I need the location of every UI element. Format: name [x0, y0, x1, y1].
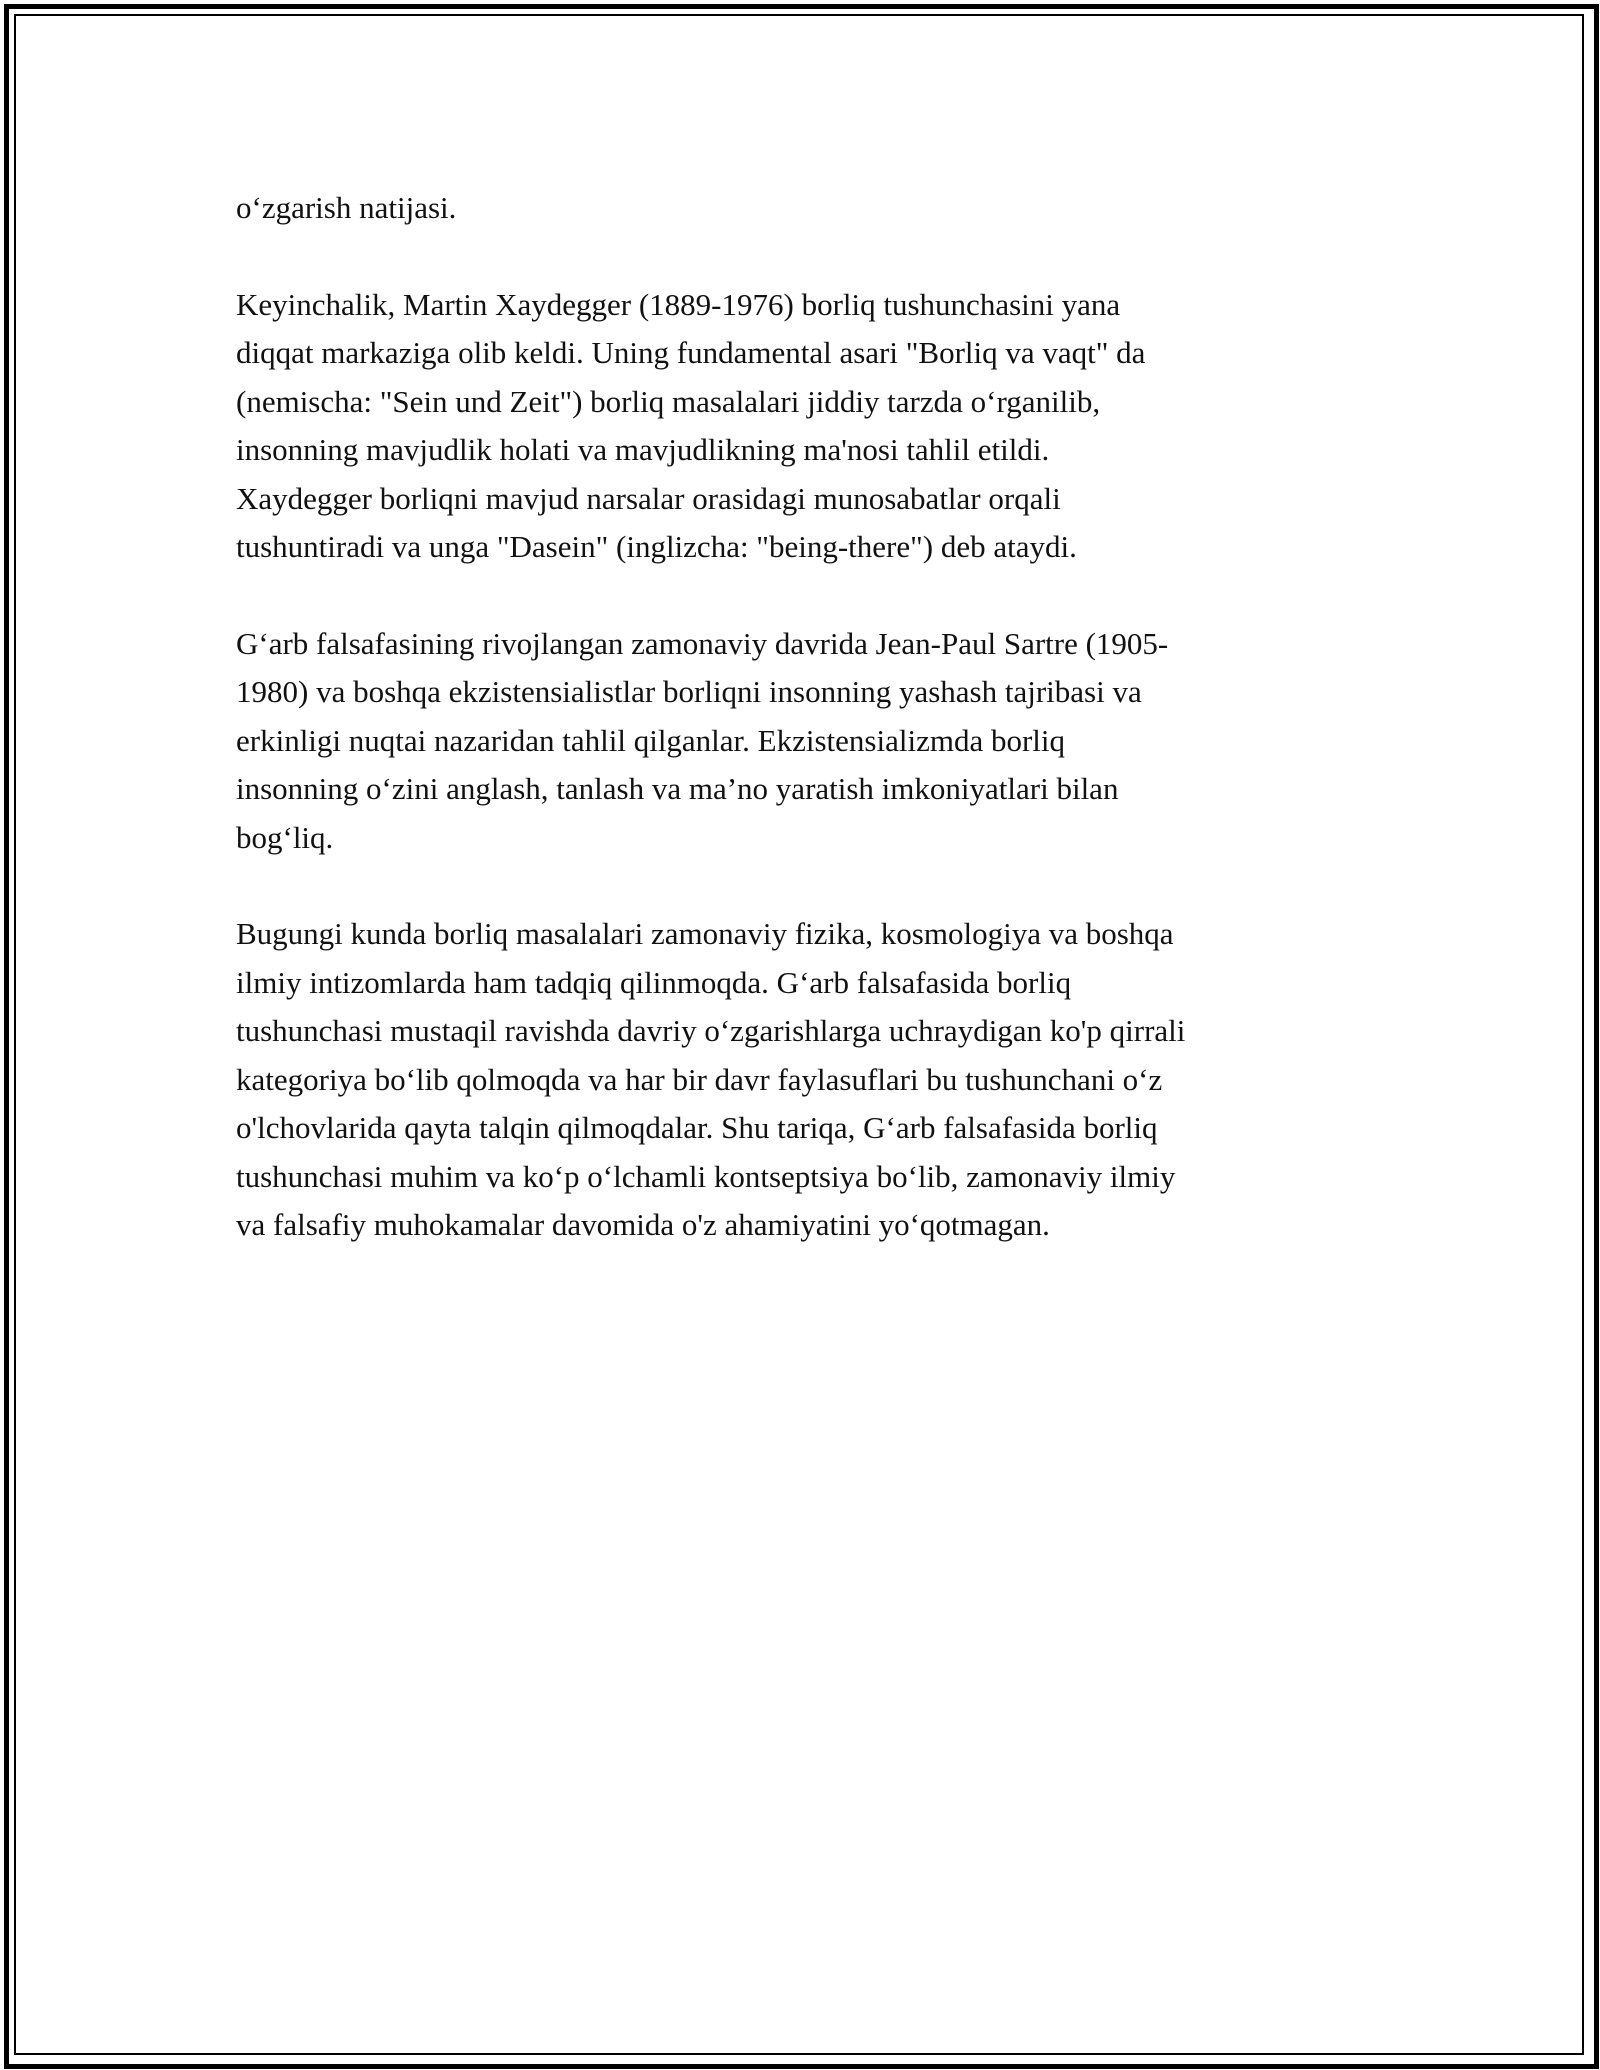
paragraph-4	[236, 910, 1376, 1250]
text-line: insonning mavjudlik holati va mavjudlikning ma'nosi tahlil etildi.	[236, 432, 1050, 467]
text-line: G‘arb falsafasining rivojlangan zamonaviy davrida Jean-Paul Sartre (1905-	[236, 625, 1169, 661]
text-line: Keyinchalik, Martin Xaydegger (1889-1976) borliq tushunchasini yana	[236, 286, 1121, 322]
text-line: va falsafiy muhokamalar davomida o'z ahamiyatini yo‘qotmagan.	[236, 1207, 1050, 1242]
text-line: o‘zgarish natijasi.	[236, 190, 457, 225]
text-line: tushuntiradi va unga "Dasein" (inglizcha: "being-there") deb ataydi.	[236, 529, 1077, 564]
text-line: o'lchovlarida qayta talqin qilmoqdalar. Shu tariqa, G‘arb falsafasida borliq	[236, 1110, 1158, 1145]
text-line: diqqat markaziga olib keldi. Uning fundamental asari "Borliq va vaqt" da	[236, 335, 1146, 370]
text-line: kategoriya bo‘lib qolmoqda va har bir davr faylasuflari bu tushunchani o‘z	[236, 1061, 1163, 1097]
text-line: 1980) va boshqa ekzistensialistlar borliqni insonning yashash tajribasi va	[236, 674, 1142, 709]
text-line: tushunchasi muhim va ko‘p o‘lchamli kontseptsiya bo‘lib, zamonaviy ilmiy	[236, 1158, 1176, 1194]
document-body	[236, 184, 1376, 1298]
text-line: tushunchasi mustaqil ravishda davriy o‘zgarishlarga uchraydigan ko'p qirrali	[236, 1013, 1186, 1048]
text-line: bog‘liq.	[236, 819, 334, 855]
text-line: erkinligi nuqtai nazaridan tahlil qilganlar. Ekzistensializmda borliq	[236, 722, 1066, 758]
paragraph-2	[236, 281, 1376, 572]
text-line: Bugungi kunda borliq masalalari zamonaviy fizika, kosmologiya va boshqa	[236, 916, 1174, 951]
paragraph-3	[236, 620, 1376, 863]
text-line: insonning o‘zini anglash, tanlash va ma’no yaratish imkoniyatlari bilan	[236, 771, 1119, 806]
text-line: Xaydegger borliqni mavjud narsalar orasidagi munosabatlar orqali	[236, 480, 1061, 516]
paragraph-1	[236, 184, 1376, 233]
text-line: (nemischa: "Sein und Zeit") borliq masalalari jiddiy tarzda o‘rganilib,	[236, 383, 1101, 419]
text-line: ilmiy intizomlarda ham tadqiq qilinmoqda. G‘arb falsafasida borliq	[236, 964, 1072, 1000]
